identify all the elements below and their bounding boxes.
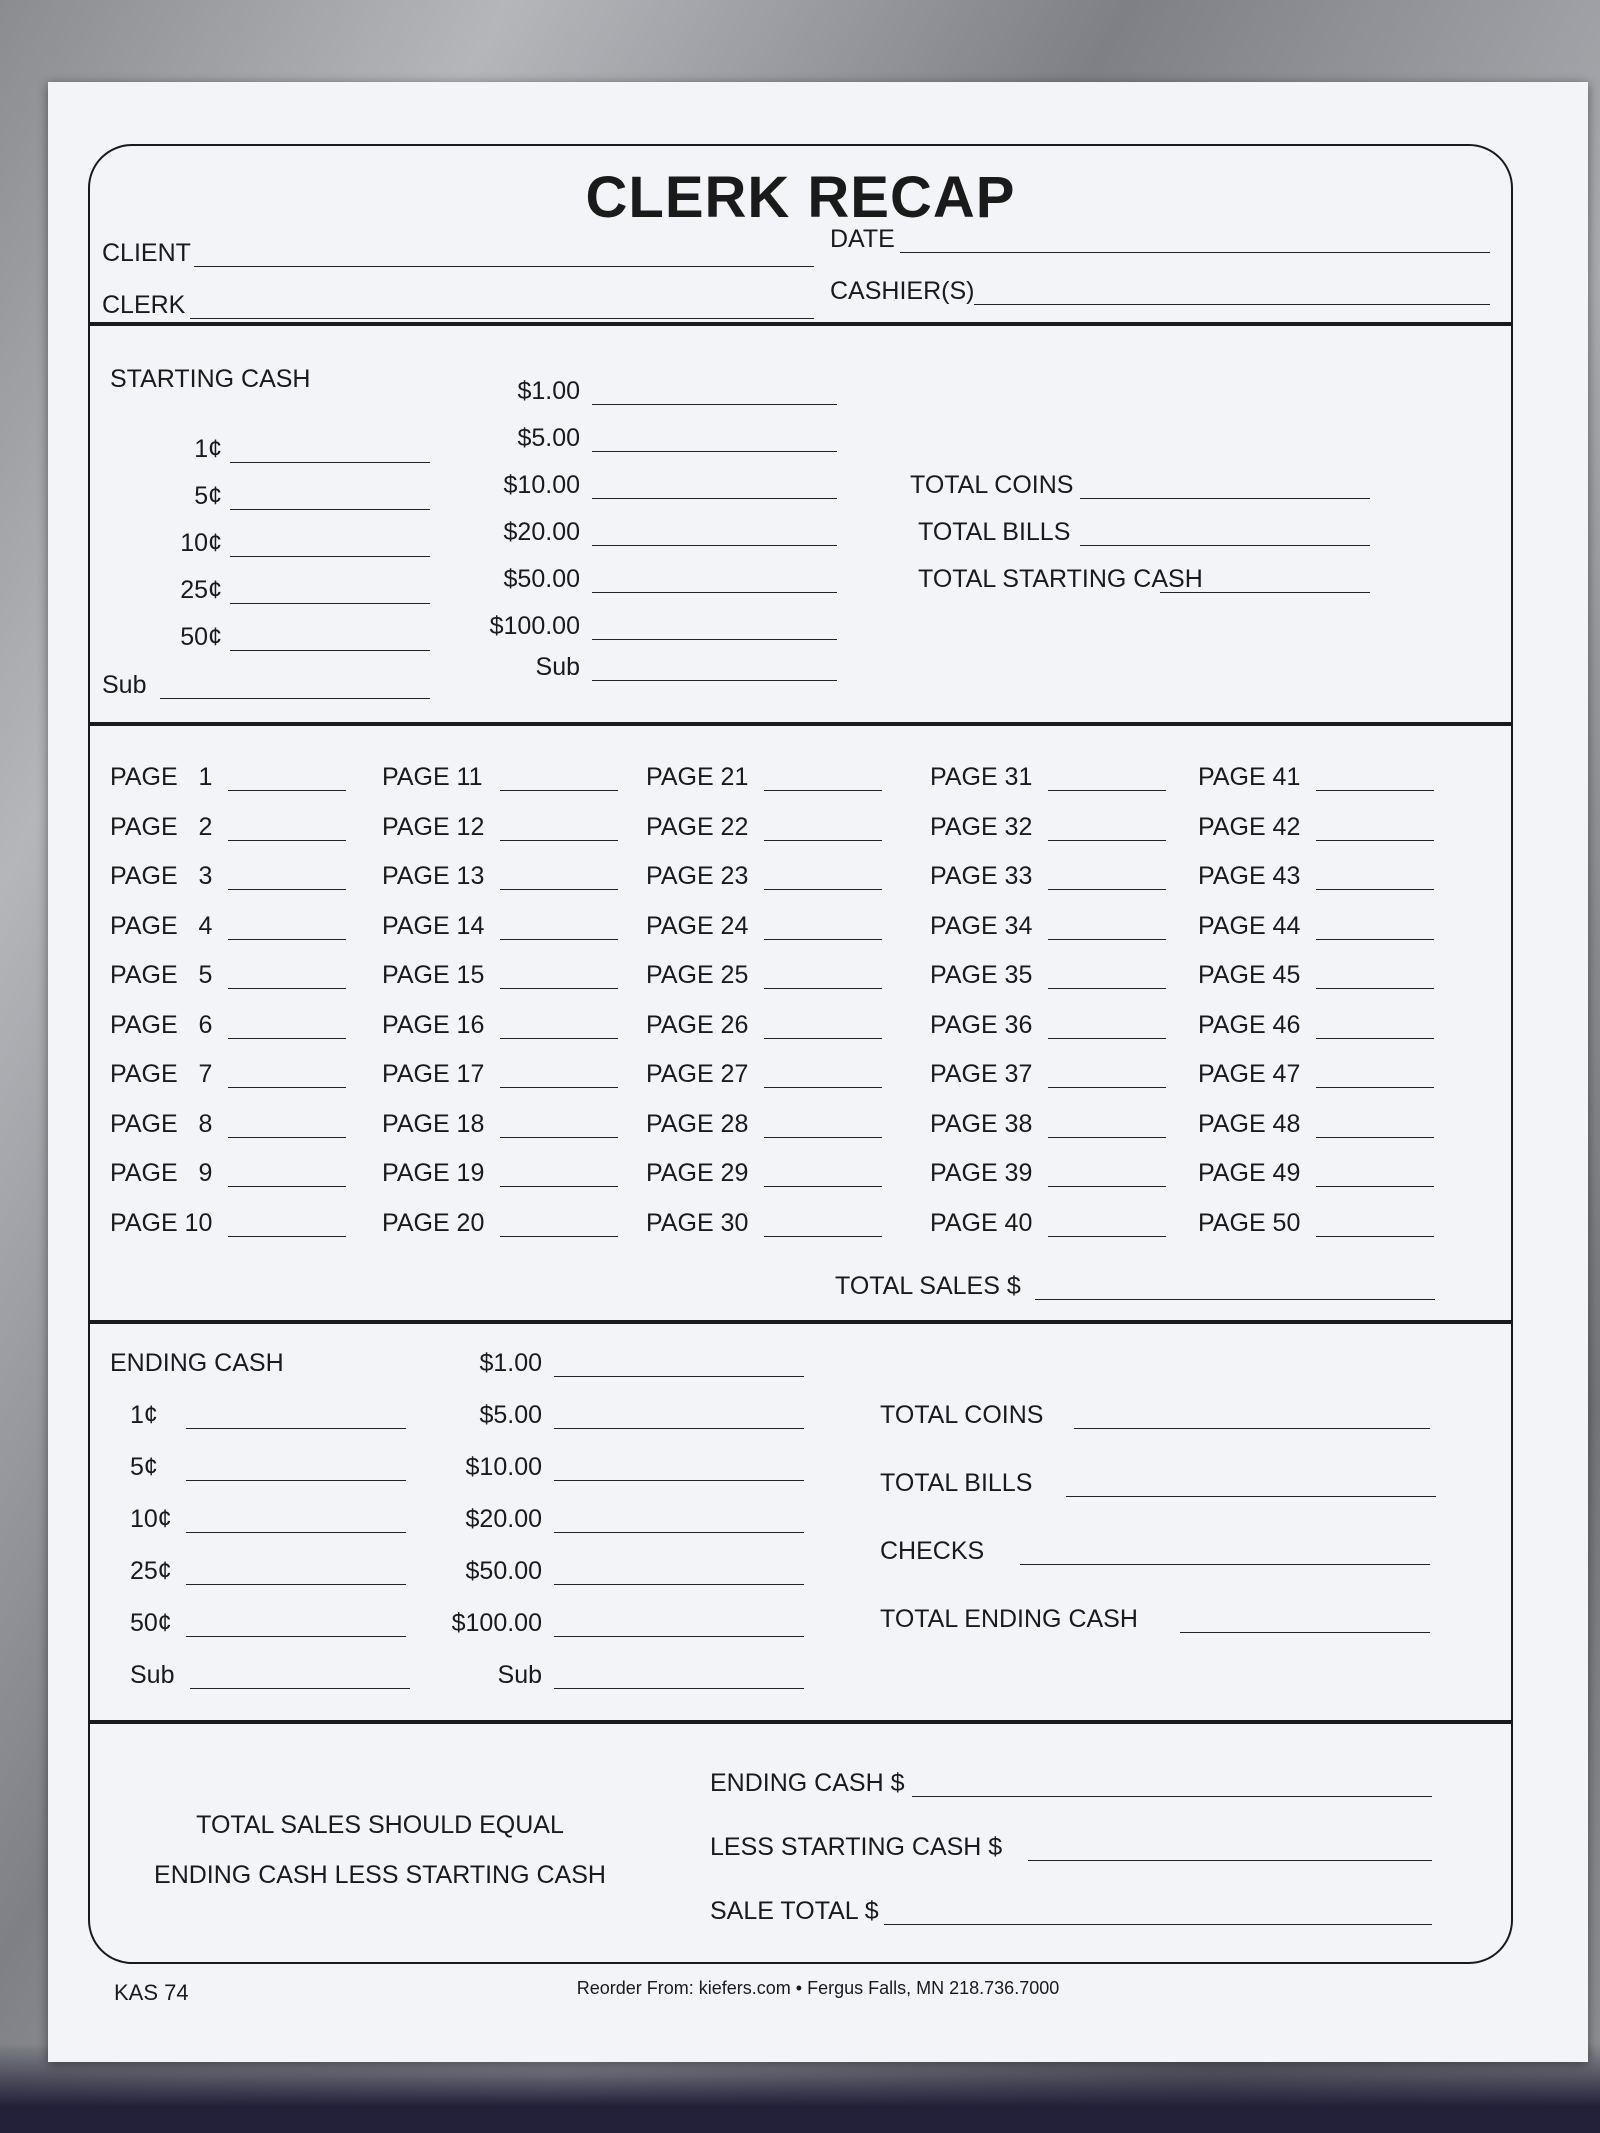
page-row-36 (930, 1010, 1190, 1042)
page-label-15: PAGE 15 (382, 961, 485, 989)
page-label-22: PAGE 22 (646, 812, 749, 841)
page-row-39 (930, 1158, 1190, 1190)
page-row-42 (1198, 812, 1458, 844)
page-label-33: PAGE 33 (930, 862, 1033, 890)
coin-field-start-4[interactable] (230, 650, 430, 651)
page-label-45: PAGE 45 (1198, 961, 1301, 989)
coin-label-start-2: 10¢ (180, 529, 222, 557)
page-label-35: PAGE 35 (930, 961, 1033, 989)
bill-label-end-4: $50.00 (465, 1557, 542, 1585)
bill-label-end-0: $1.00 (479, 1349, 542, 1377)
page-label-11: PAGE 11 (382, 763, 483, 791)
page-row-31 (930, 762, 1190, 794)
cashiers-label: CASHIER(S) (830, 277, 975, 305)
page-field-48[interactable] (1316, 1137, 1434, 1138)
start-total-label-total-bills: TOTAL BILLS (918, 518, 1071, 546)
reorder-info: Reorder From: kiefers.com • Fergus Falls, MN 218.736.7000 (576, 1978, 1060, 1998)
page-field-47[interactable] (1316, 1087, 1434, 1088)
start-total-label-total-starting-cash: TOTAL STARTING CASH (918, 565, 1203, 593)
page-row-7 (110, 1059, 370, 1091)
sub-field-end-bills[interactable] (554, 1688, 804, 1689)
pages-section (90, 722, 1511, 1320)
page-row-19 (382, 1158, 642, 1190)
page-field-35[interactable] (1048, 988, 1166, 989)
paper-sheet (48, 82, 1588, 2062)
page-label-5: PAGE 5 (110, 961, 213, 989)
page-label-30: PAGE 30 (646, 1208, 749, 1237)
page-label-6: PAGE 6 (110, 1010, 213, 1039)
end-total-label-total-bills: TOTAL BILLS (880, 1469, 1033, 1497)
coin-label-start-1: 5¢ (194, 482, 222, 510)
page-label-44: PAGE 44 (1198, 911, 1301, 940)
page-label-37: PAGE 37 (930, 1060, 1033, 1088)
page-label-38: PAGE 38 (930, 1109, 1033, 1138)
page-field-23[interactable] (764, 889, 882, 890)
form-title: CLERK RECAP (585, 165, 1016, 230)
page-row-13 (382, 861, 642, 893)
page-row-26 (646, 1010, 906, 1042)
page-field-43[interactable] (1316, 889, 1434, 890)
calc-field-less-starting-cash[interactable] (1028, 1860, 1432, 1861)
page-row-37 (930, 1059, 1190, 1091)
page-label-50: PAGE 50 (1198, 1208, 1301, 1237)
page-field-20[interactable] (500, 1236, 618, 1237)
clerk-label: CLERK (102, 291, 186, 319)
page-label-7: PAGE 7 (110, 1060, 213, 1088)
page-field-11[interactable] (500, 790, 618, 791)
page-label-19: PAGE 19 (382, 1159, 485, 1187)
page-row-15 (382, 960, 642, 992)
page-field-40[interactable] (1048, 1236, 1166, 1237)
bill-field-end-5[interactable] (554, 1636, 804, 1637)
coin-label-end-3: 25¢ (130, 1557, 172, 1585)
page-field-44[interactable] (1316, 939, 1434, 940)
coin-field-start-3[interactable] (230, 603, 430, 604)
page-label-34: PAGE 34 (930, 911, 1033, 940)
end-total-field-total-coins[interactable] (1074, 1428, 1430, 1429)
page-row-5 (110, 960, 370, 992)
page-field-36[interactable] (1048, 1038, 1166, 1039)
page-field-27[interactable] (764, 1087, 882, 1088)
ending-cash-section (90, 1320, 1511, 1720)
client-field[interactable] (194, 266, 814, 267)
page-row-2 (110, 812, 370, 844)
page-label-47: PAGE 47 (1198, 1060, 1301, 1088)
total-sales-label: TOTAL SALES $ (835, 1272, 1021, 1300)
bill-label-start-5: $100.00 (489, 612, 580, 640)
page-label-14: PAGE 14 (382, 911, 485, 940)
page-row-10 (110, 1208, 370, 1240)
bill-label-end-2: $10.00 (465, 1453, 542, 1481)
page-row-38 (930, 1109, 1190, 1141)
page-label-42: PAGE 42 (1198, 812, 1301, 841)
page-label-16: PAGE 16 (382, 1010, 485, 1039)
page-row-34 (930, 911, 1190, 943)
page-field-37[interactable] (1048, 1087, 1166, 1088)
page-label-12: PAGE 12 (382, 812, 485, 841)
date-label: DATE (830, 225, 895, 253)
page-row-8 (110, 1109, 370, 1141)
note-line-2: ENDING CASH LESS STARTING CASH (154, 1861, 606, 1889)
coin-field-end-2[interactable] (186, 1532, 406, 1533)
sub-label-start-coins: Sub (102, 671, 147, 699)
page-field-14[interactable] (500, 939, 618, 940)
page-field-15[interactable] (500, 988, 618, 989)
total-sales-field[interactable] (1035, 1299, 1435, 1300)
coin-label-end-4: 50¢ (130, 1609, 172, 1637)
page-label-13: PAGE 13 (382, 862, 485, 890)
ending-cash-heading: ENDING CASH (110, 1349, 284, 1377)
coin-label-end-0: 1¢ (130, 1401, 158, 1429)
bill-field-start-1[interactable] (592, 451, 837, 452)
end-total-field-checks[interactable] (1020, 1564, 1430, 1565)
page-field-42[interactable] (1316, 840, 1434, 841)
sub-label-end-bills: Sub (497, 1661, 542, 1689)
page-label-39: PAGE 39 (930, 1159, 1033, 1187)
page-label-43: PAGE 43 (1198, 862, 1301, 890)
summary-section (90, 1720, 1511, 1966)
end-total-label-checks: CHECKS (880, 1537, 985, 1565)
page-row-23 (646, 861, 906, 893)
page-row-29 (646, 1158, 906, 1190)
page-label-31: PAGE 31 (930, 763, 1033, 791)
page-row-20 (382, 1208, 642, 1240)
coin-label-start-4: 50¢ (180, 623, 222, 651)
page-row-14 (382, 911, 642, 943)
page-label-1: PAGE 1 (110, 763, 213, 791)
page-field-41[interactable] (1316, 790, 1434, 791)
page-row-22 (646, 812, 906, 844)
page-label-27: PAGE 27 (646, 1060, 749, 1088)
bill-label-end-3: $20.00 (465, 1505, 542, 1533)
sub-field-start-bills[interactable] (592, 680, 837, 681)
page-field-18[interactable] (500, 1137, 618, 1138)
page-field-4[interactable] (228, 939, 346, 940)
page-field-8[interactable] (228, 1137, 346, 1138)
page-row-43 (1198, 861, 1458, 893)
page-field-38[interactable] (1048, 1137, 1166, 1138)
page-row-21 (646, 762, 906, 794)
page-field-50[interactable] (1316, 1236, 1434, 1237)
page-row-46 (1198, 1010, 1458, 1042)
page-row-30 (646, 1208, 906, 1240)
page-field-5[interactable] (228, 988, 346, 989)
page-label-23: PAGE 23 (646, 862, 749, 890)
page-row-28 (646, 1109, 906, 1141)
page-label-26: PAGE 26 (646, 1010, 749, 1039)
starting-cash-heading: STARTING CASH (110, 365, 311, 393)
bill-field-end-0[interactable] (554, 1376, 804, 1377)
page-label-4: PAGE 4 (110, 911, 213, 940)
sub-field-end-coins[interactable] (190, 1688, 410, 1689)
page-label-10: PAGE 10 (110, 1208, 213, 1237)
page-field-3[interactable] (228, 889, 346, 890)
page-field-19[interactable] (500, 1186, 618, 1187)
page-field-45[interactable] (1316, 988, 1434, 989)
page-label-25: PAGE 25 (646, 961, 749, 989)
page-row-16 (382, 1010, 642, 1042)
coin-label-start-0: 1¢ (194, 435, 222, 463)
date-field[interactable] (900, 252, 1490, 253)
coin-field-start-2[interactable] (230, 556, 430, 557)
coin-field-end-0[interactable] (186, 1428, 406, 1429)
sub-label-end-coins: Sub (130, 1661, 175, 1689)
calc-label-sale-total: SALE TOTAL $ (710, 1897, 879, 1925)
bill-field-end-3[interactable] (554, 1532, 804, 1533)
bill-label-end-5: $100.00 (451, 1609, 542, 1637)
page-label-49: PAGE 49 (1198, 1159, 1301, 1187)
calc-field-sale-total[interactable] (884, 1924, 1432, 1925)
sub-label-start-bills: Sub (535, 653, 580, 681)
end-total-field-total-ending-cash[interactable] (1180, 1632, 1430, 1633)
bill-field-end-2[interactable] (554, 1480, 804, 1481)
starting-cash-section (90, 322, 1511, 722)
page-row-44 (1198, 911, 1458, 943)
page-row-48 (1198, 1109, 1458, 1141)
calc-label-less-starting-cash: LESS STARTING CASH $ (710, 1833, 1003, 1861)
start-total-field-total-coins[interactable] (1080, 498, 1370, 499)
page-field-10[interactable] (228, 1236, 346, 1237)
page-label-18: PAGE 18 (382, 1109, 485, 1138)
form-code: KAS 74 (114, 1980, 189, 2005)
coin-field-end-4[interactable] (186, 1636, 406, 1637)
page-row-9 (110, 1158, 370, 1190)
page-row-27 (646, 1059, 906, 1091)
page-row-40 (930, 1208, 1190, 1240)
start-total-field-total-bills[interactable] (1080, 545, 1370, 546)
start-total-label-total-coins: TOTAL COINS (910, 471, 1074, 499)
page-field-12[interactable] (500, 840, 618, 841)
page-row-47 (1198, 1059, 1458, 1091)
bill-field-end-4[interactable] (554, 1584, 804, 1585)
page-field-25[interactable] (764, 988, 882, 989)
page-row-12 (382, 812, 642, 844)
page-label-32: PAGE 32 (930, 812, 1033, 841)
page-field-39[interactable] (1048, 1186, 1166, 1187)
page-label-3: PAGE 3 (110, 862, 213, 890)
page-row-50 (1198, 1208, 1458, 1240)
page-field-9[interactable] (228, 1186, 346, 1187)
page-row-49 (1198, 1158, 1458, 1190)
calc-field-ending-cash[interactable] (912, 1796, 1432, 1797)
page-field-31[interactable] (1048, 790, 1166, 791)
page-label-48: PAGE 48 (1198, 1109, 1301, 1138)
page-label-17: PAGE 17 (382, 1060, 485, 1088)
sub-field-start-coins[interactable] (160, 698, 430, 699)
page-label-41: PAGE 41 (1198, 763, 1301, 791)
page-label-46: PAGE 46 (1198, 1010, 1301, 1039)
bill-label-start-4: $50.00 (503, 565, 580, 593)
page-field-33[interactable] (1048, 889, 1166, 890)
page-row-1 (110, 762, 370, 794)
coin-field-end-1[interactable] (186, 1480, 406, 1481)
page-label-36: PAGE 36 (930, 1010, 1033, 1039)
coin-field-start-1[interactable] (230, 509, 430, 510)
page-label-20: PAGE 20 (382, 1208, 485, 1237)
header-section (90, 146, 1511, 322)
page-field-1[interactable] (228, 790, 346, 791)
page-field-49[interactable] (1316, 1186, 1434, 1187)
bill-field-start-4[interactable] (592, 592, 837, 593)
page-field-32[interactable] (1048, 840, 1166, 841)
page-label-9: PAGE 9 (110, 1159, 213, 1187)
page-label-21: PAGE 21 (646, 763, 749, 791)
page-row-3 (110, 861, 370, 893)
page-row-17 (382, 1059, 642, 1091)
bill-label-start-3: $20.00 (503, 518, 580, 546)
bill-field-end-1[interactable] (554, 1428, 804, 1429)
coin-label-end-2: 10¢ (130, 1505, 172, 1533)
page-label-24: PAGE 24 (646, 911, 749, 940)
end-total-label-total-coins: TOTAL COINS (880, 1401, 1044, 1429)
page-field-24[interactable] (764, 939, 882, 940)
page-row-11 (382, 762, 642, 794)
page-field-22[interactable] (764, 840, 882, 841)
page-field-26[interactable] (764, 1038, 882, 1039)
clerk-recap-form (88, 144, 1513, 1964)
bill-field-start-5[interactable] (592, 639, 837, 640)
page-field-17[interactable] (500, 1087, 618, 1088)
bill-field-start-0[interactable] (592, 404, 837, 405)
page-row-25 (646, 960, 906, 992)
page-row-24 (646, 911, 906, 943)
page-field-6[interactable] (228, 1038, 346, 1039)
page-label-2: PAGE 2 (110, 812, 213, 841)
page-field-13[interactable] (500, 889, 618, 890)
bill-field-start-2[interactable] (592, 498, 837, 499)
page-label-8: PAGE 8 (110, 1109, 213, 1138)
start-total-field-total-starting-cash[interactable] (1160, 592, 1370, 593)
page-row-41 (1198, 762, 1458, 794)
page-field-16[interactable] (500, 1038, 618, 1039)
page-label-40: PAGE 40 (930, 1208, 1033, 1237)
page-row-32 (930, 812, 1190, 844)
coin-label-end-1: 5¢ (130, 1453, 158, 1481)
bill-field-start-3[interactable] (592, 545, 837, 546)
calc-label-ending-cash: ENDING CASH $ (710, 1769, 905, 1797)
page-field-28[interactable] (764, 1137, 882, 1138)
page-field-2[interactable] (228, 840, 346, 841)
page-row-33 (930, 861, 1190, 893)
note-line-1: TOTAL SALES SHOULD EQUAL (196, 1811, 564, 1839)
page-row-45 (1198, 960, 1458, 992)
coin-field-end-3[interactable] (186, 1584, 406, 1585)
bill-label-start-1: $5.00 (517, 424, 580, 452)
coin-label-start-3: 25¢ (180, 576, 222, 604)
page-row-18 (382, 1109, 642, 1141)
page-label-28: PAGE 28 (646, 1109, 749, 1138)
clerk-field[interactable] (190, 318, 814, 319)
page-field-7[interactable] (228, 1087, 346, 1088)
page-row-35 (930, 960, 1190, 992)
page-field-46[interactable] (1316, 1038, 1434, 1039)
page-field-34[interactable] (1048, 939, 1166, 940)
page-row-6 (110, 1010, 370, 1042)
bill-label-start-0: $1.00 (517, 377, 580, 405)
client-label: CLIENT (102, 239, 191, 267)
page-field-30[interactable] (764, 1236, 882, 1237)
cashiers-field[interactable] (974, 304, 1490, 305)
page-field-29[interactable] (764, 1186, 882, 1187)
page-row-4 (110, 911, 370, 943)
coin-field-start-0[interactable] (230, 462, 430, 463)
bill-label-end-1: $5.00 (479, 1401, 542, 1429)
end-total-field-total-bills[interactable] (1066, 1496, 1436, 1497)
bill-label-start-2: $10.00 (503, 471, 580, 499)
page-field-21[interactable] (764, 790, 882, 791)
end-total-label-total-ending-cash: TOTAL ENDING CASH (880, 1605, 1138, 1633)
page-label-29: PAGE 29 (646, 1159, 749, 1187)
